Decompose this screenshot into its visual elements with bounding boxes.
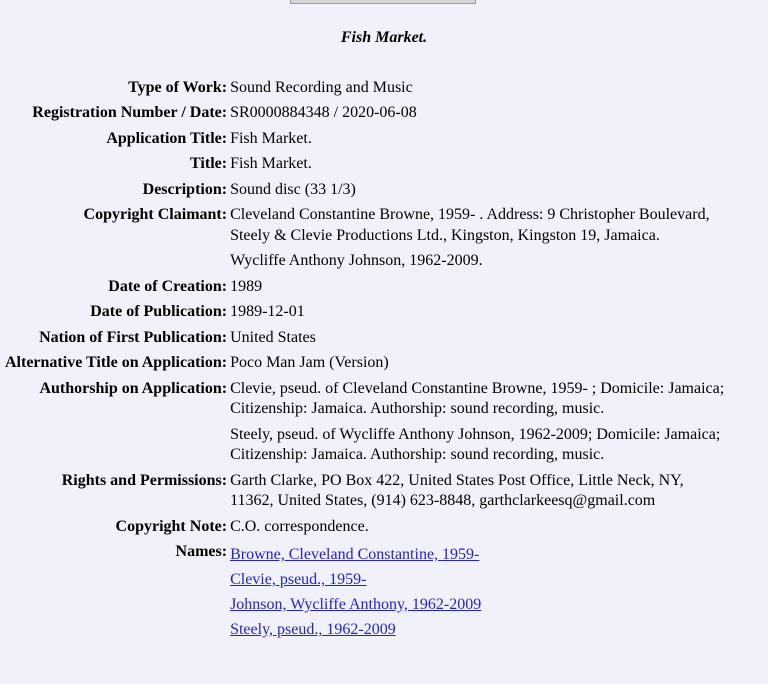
field-row-application-title (5, 126, 725, 152)
alternative-title-label: Alternative Title on Application: (5, 354, 228, 371)
description-label: Description: (142, 180, 228, 198)
copyright-claimant-label: Copyright Claimant: (83, 206, 228, 223)
application-title-label: Application Title: (106, 129, 228, 147)
field-row-title (5, 152, 725, 178)
registration-label: Registration Number / Date: (32, 104, 228, 121)
field-row-nation-of-first-publication (5, 325, 725, 351)
registration-value: SR0000884348 / 2020-06-08 (230, 104, 417, 121)
alternative-title-value: Poco Man Jam (Version) (230, 354, 389, 371)
authorship-label: Authorship on Application: (39, 379, 228, 397)
title-label: Title: (190, 155, 228, 172)
date-of-creation-value: 1989 (230, 277, 263, 295)
field-row-authorship (5, 376, 725, 468)
field-row-copyright-claimant (5, 203, 725, 275)
nation-of-first-publication-label: Nation of First Publication: (39, 328, 228, 346)
record-details-table (5, 75, 725, 645)
date-of-publication-value: 1989-12-01 (230, 303, 305, 320)
field-row-names (5, 540, 725, 645)
rights-and-permissions-label: Rights and Permissions: (61, 471, 228, 489)
date-of-publication-label: Date of Publication: (90, 303, 228, 320)
title-value: Fish Market. (230, 155, 312, 172)
record-title: Fish Market. (340, 29, 428, 46)
name-link-clevie[interactable]: Clevie, pseud., 1959- (230, 571, 367, 588)
date-of-creation-label: Date of Creation: (108, 277, 228, 295)
field-row-description (5, 177, 725, 203)
type-of-work-value: Sound Recording and Music (230, 78, 413, 96)
name-link-browne[interactable]: Browne, Cleveland Constantine, 1959- (230, 546, 480, 563)
description-value: Sound disc (33 1/3) (230, 180, 356, 198)
names-list (230, 540, 725, 645)
rights-and-permissions-value: Garth Clarke, PO Box 422, United States Post Office, Little Neck, NY, 11362, United States, (914) 623-8848, garthclarkeesq@gmail.com (230, 471, 684, 509)
type-of-work-label: Type of Work: (128, 78, 228, 96)
copyright-note-value: C.O. correspondence. (230, 517, 369, 535)
field-row-alternative-title (5, 351, 725, 377)
top-nav-bar-edge (290, 0, 476, 4)
field-row-date-of-publication (5, 300, 725, 326)
nation-of-first-publication-value: United States (230, 328, 316, 346)
field-row-type-of-work (5, 75, 725, 101)
application-title-value: Fish Market. (230, 129, 312, 147)
copyright-claimant-entry: Cleveland Constantine Browne, 1959- . Address: 9 Christopher Boulevard, Steely & Clevie Productions Ltd., Kingston, Kingston 19, Jamaica. (230, 206, 710, 244)
copyright-note-label: Copyright Note: (115, 517, 228, 535)
names-label: Names: (175, 543, 228, 560)
field-row-copyright-note (5, 514, 725, 540)
copyright-claimant-value (230, 203, 725, 275)
copyright-claimant-entry: Wycliffe Anthony Johnson, 1962-2009. (230, 252, 483, 269)
authorship-entry: Clevie, pseud. of Cleveland Constantine Browne, 1959- ; Domicile: Jamaica; Citizenship: Jamaica. Authorship: sound recording, music. (230, 379, 725, 417)
name-link-steely[interactable]: Steely, pseud., 1962-2009 (230, 621, 396, 638)
name-link-johnson[interactable]: Johnson, Wycliffe Anthony, 1962-2009 (230, 596, 482, 613)
field-row-rights-and-permissions (5, 468, 725, 514)
field-row-registration (5, 101, 725, 127)
authorship-value (230, 376, 725, 468)
field-row-date-of-creation (5, 274, 725, 300)
authorship-entry: Steely, pseud. of Wycliffe Anthony Johnson, 1962-2009; Domicile: Jamaica; Citizenship: Jamaica. Authorship: sound recording, music. (230, 425, 721, 463)
